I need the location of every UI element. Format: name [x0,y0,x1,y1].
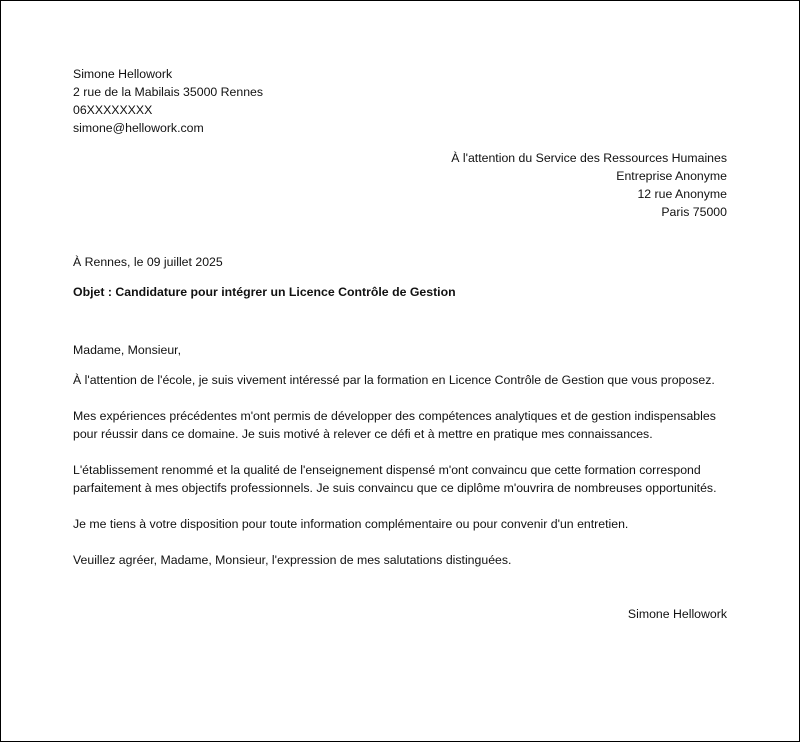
recipient-company: Entreprise Anonyme [616,169,727,183]
cover-letter [73,65,727,623]
closing-formula: Veuillez agréer, Madame, Monsieur, l'expression de mes salutations distinguées. [73,553,512,567]
sender-block [73,65,727,137]
body-paragraph-1: À l'attention de l'école, je suis vivement intéressé par la formation en Licence Contrôle de Gestion que vous proposez. [73,373,715,387]
recipient-attention: À l'attention du Service des Ressources Humaines [451,151,727,165]
recipient-block [73,149,727,221]
salutation: Madame, Monsieur, [73,343,181,357]
recipient-city: Paris 75000 [661,205,727,219]
body-paragraph-2: Mes expériences précédentes m'ont permis de développer des compétences analytiques et de gestion indispensables pour réussir dans ce domaine. Je suis motivé à relever ce défi et à mettre en pratique mes connaissances. [73,409,716,441]
body-paragraph-4: Je me tiens à votre disposition pour toute information complémentaire ou pour convenir d'un entretien. [73,517,629,531]
body-paragraph-3: L'établissement renommé et la qualité de l'enseignement dispensé m'ont convaincu que cette formation correspond parfaitement à mes objectifs professionnels. Je suis convaincu que ce diplôme m'ouvrira de nombreuses opportunités. [73,463,717,495]
sender-phone: 06XXXXXXXX [73,103,153,117]
signature: Simone Hellowork [627,607,727,621]
recipient-street: 12 rue Anonyme [637,187,727,201]
date-line: À Rennes, le 09 juillet 2025 [73,255,223,269]
sender-address: 2 rue de la Mabilais 35000 Rennes [73,85,264,99]
sender-name: Simone Hellowork [73,67,173,81]
subject-line: Objet : Candidature pour intégrer un Licence Contrôle de Gestion [73,285,456,299]
sender-email: simone@hellowork.com [73,121,204,135]
